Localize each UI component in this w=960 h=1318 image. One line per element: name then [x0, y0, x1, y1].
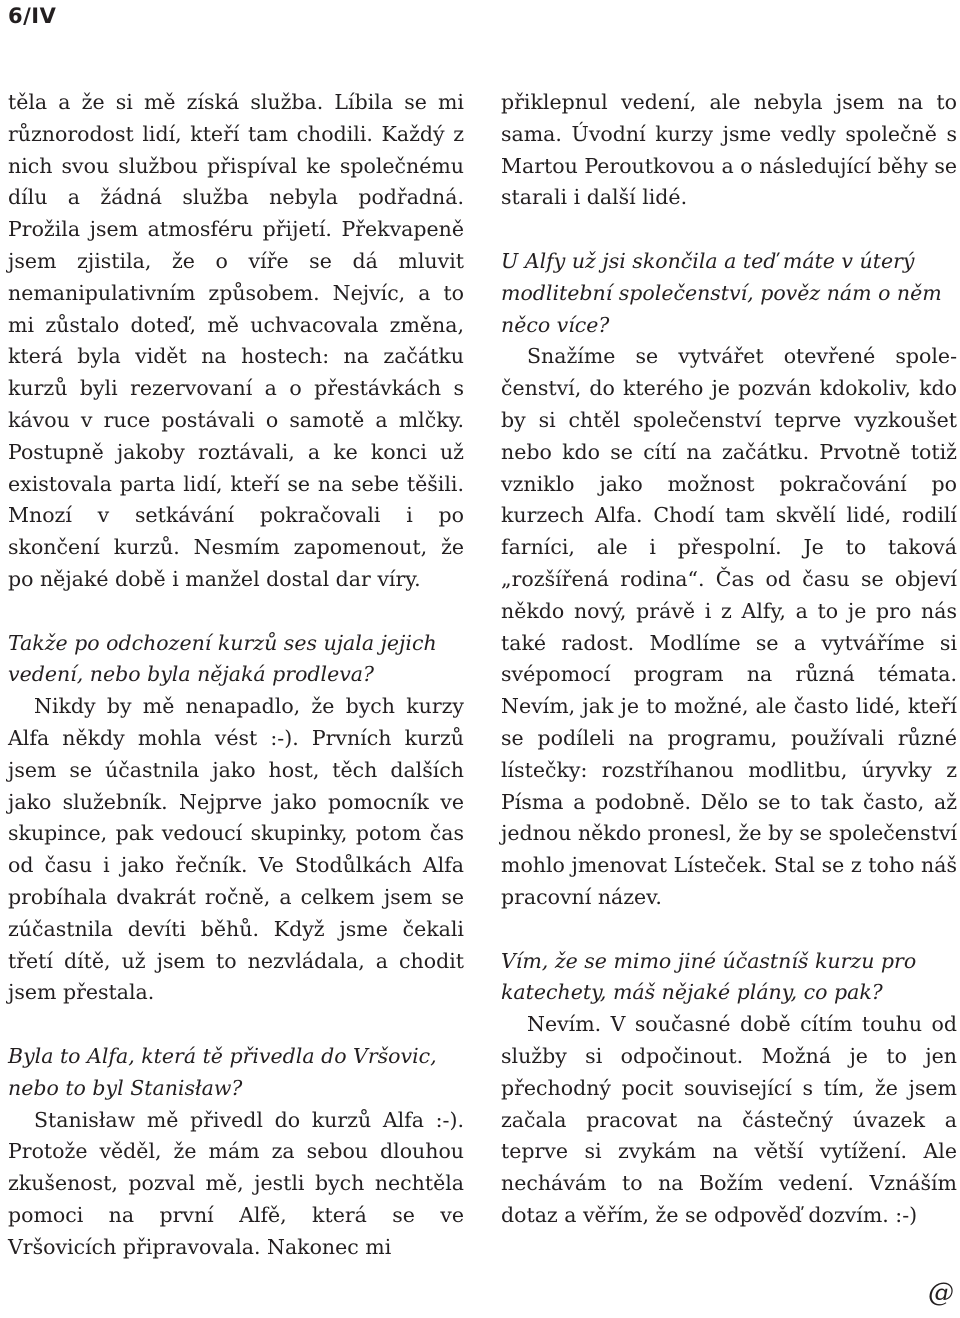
- article-column-left: [8, 87, 464, 1263]
- paragraph: Snažíme se vytvářet otevřené společenství, do kterého je pozván kdokoliv, kdo by si chtěl společenství teprve vyzkoušet nebo kdo se cítí na začátku. Prvotně totiž vzniklo jako možnost pokračování po kurzech Alfa. Chodí tam skvělí lidé, rodilí farníci, ale i přespolní. Je to taková „rozšířená rodina“. Čas od času se objeví někdo nový, právě i z Alfy, a to je pro nás také radost. Modlíme se a vytváříme si svépomocí program na různá témata. Nevím, jak je to možné, ale často lidé, kteří se podíleli na programu, používali různé lístečky: rozstříhanou modlitbu, úryvky z Písma a podobně. Dělo se to tak často, až jednou někdo pronesl, že by se společenství mohlo jmenovat Lísteček. Stal se z toho náš pracovní název.: [501, 344, 957, 909]
- end-of-article-mark: @: [928, 1278, 954, 1308]
- interview-question: U Alfy už jsi skončila a teď máte v úterý modlitební společenství, pověz nám o něm něco více?: [501, 248, 942, 337]
- page-number: 6/IV: [8, 4, 57, 28]
- interview-question: Byla to Alfa, která tě přivedla do Vršovic, nebo to byl Stanisław?: [8, 1043, 437, 1100]
- paragraph: těla a že si mě získá služba. Líbila se mi různorodost lidí, kteří tam chodili. Každý z nich svou službou přispíval ke společnému dílu a žádná služba nebyla podřadná. Prožila jsem atmosféru přijetí. Překvapeně jsem zjistila, že o víře se dá mluvit nemanipulativním způsobem. Nejvíc, a to mi zůstalo doteď, mě uchvacovala změna, která byla vidět na hostech: na začátku kurzů byli rezervovaní a o přestávkách s kávou v ruce postávali o samotě a mlčky. Postupně jakoby roztávali, a ke konci už existovala parta lidí, kteří se na sebe těšili. Mnozí v setkávání pokračovali i po skončení kurzů. Nesmím zapomenout, že po nějaké době i manžel dostal dar víry.: [8, 90, 464, 591]
- interview-question: Vím, že se mimo jiné účastníš kurzu pro katechety, máš nějaké plány, co pak?: [501, 948, 917, 1005]
- paragraph: Stanisław mě přivedl do kurzů Alfa :-). Protože věděl, že mám za sebou dlouhou zkušenost, pozval mě, jestli bych nechtěla pomoci na první Alfě, která se ve Vršovicích připravovala. Nakonec mi: [8, 1107, 464, 1259]
- interview-question: Takže po odchození kurzů ses ujala jejich vedení, nebo byla nějaká prodleva?: [8, 630, 437, 687]
- paragraph: Nevím. V současné době cítím touhu od služby si odpočinout. Možná je to jen přechodný pocit související s tím, že jsem začala pracovat na částečný úvazek a teprve si zvykám na větší vytížení. Ale nechávám to na Božím vedení. Vznáším dotaz a věřím, že se odpověď dozvím. :-): [501, 1012, 957, 1227]
- paragraph: přiklepnul vedení, ale nebyla jsem na to sama. Úvodní kurzy jsme vedly společně s Martou Peroutkovou a o následující běhy se starali i další lidé.: [501, 90, 957, 210]
- paragraph: Nikdy by mě nenapadlo, že bych kurzy Alfa někdy mohla vést :-). Prvních kurzů jsem se účastnila jako host, těch dalších jako služebník. Nejprve jako pomocník ve skupince, pak vedoucí skupinky, potom čas od času i jako řečník. Ve Stodůlkách Alfa probíhala dvakrát ročně, a celkem jsem se zúčastnila devíti běhů. Když jsme čekali třetí dítě, už jsem to nezvládala, a chodit jsem přestala.: [8, 694, 464, 1005]
- article-column-right: [501, 87, 957, 1232]
